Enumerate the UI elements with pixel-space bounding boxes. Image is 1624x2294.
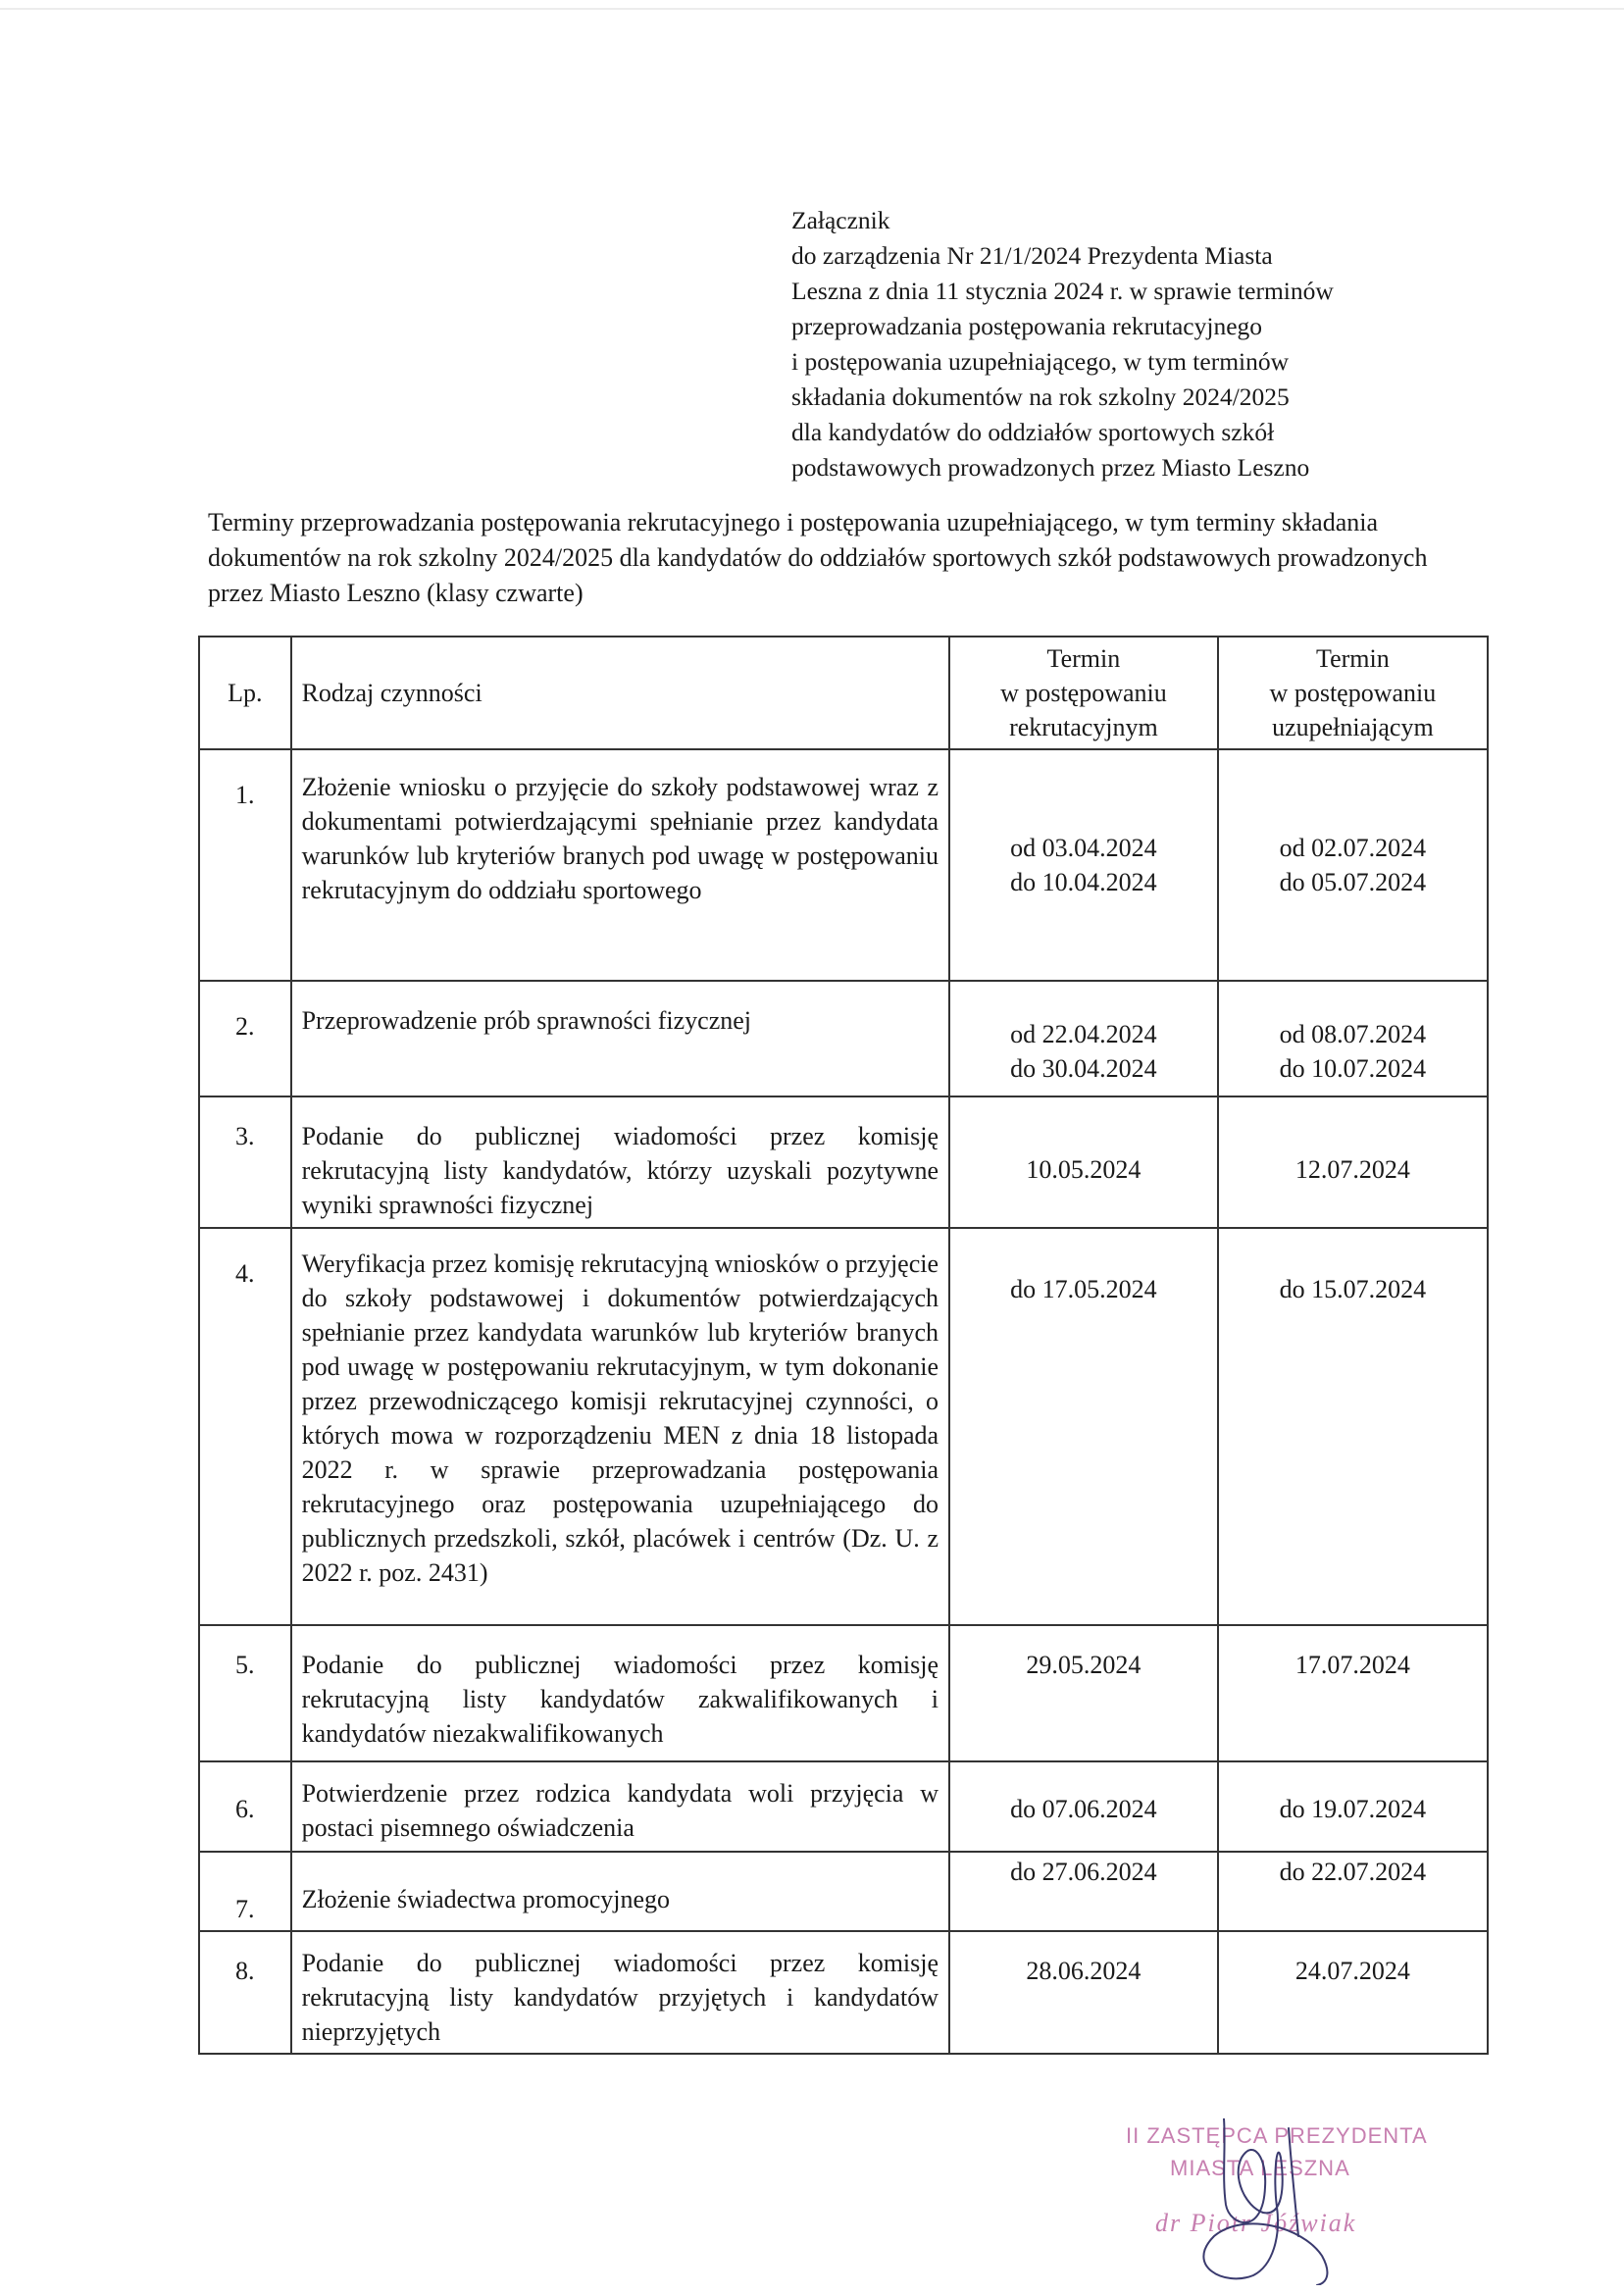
- row-activity: Podanie do publicznej wiadomości przez komisję rekrutacyjną listy kandydatów, którzy uzyskali pozytywne wyniki sprawności fizycznej: [291, 1096, 949, 1228]
- row-supplementary-date: 17.07.2024: [1218, 1625, 1488, 1761]
- row-activity: Podanie do publicznej wiadomości przez komisję rekrutacyjną listy kandydatów zakwalifikowanych i kandydatów niezakwalifikowanych: [291, 1625, 949, 1761]
- row-supplementary-date: 24.07.2024: [1218, 1931, 1488, 2054]
- signature-icon: [1116, 2118, 1469, 2285]
- row-supplementary-date: [1218, 981, 1488, 1096]
- table-row: [199, 1761, 1488, 1852]
- row-lp: 2.: [199, 981, 291, 1096]
- table-row: [199, 981, 1488, 1096]
- row-activity: Przeprowadzenie prób sprawności fizycznej: [291, 981, 949, 1096]
- date-from: od 22.04.2024: [1010, 1020, 1157, 1048]
- annex-line: podstawowych prowadzonych przez Miasto Leszno: [791, 453, 1310, 482]
- row-recruitment-date: 10.05.2024: [949, 1096, 1218, 1228]
- row-supplementary-date: do 22.07.2024: [1218, 1852, 1488, 1931]
- header-recruitment-line1: Termin: [1046, 644, 1121, 673]
- row-lp: 3.: [199, 1096, 291, 1228]
- annex-line: składania dokumentów na rok szkolny 2024/2025: [791, 382, 1290, 411]
- annex-line: do zarządzenia Nr 21/1/2024 Prezydenta Miasta: [791, 241, 1273, 270]
- date-to: do 10.04.2024: [1010, 868, 1157, 896]
- annex-line: Załącznik: [791, 206, 890, 234]
- row-lp: 4.: [199, 1228, 291, 1625]
- stamp-name: dr Piotr Jóźwiak: [1155, 2209, 1357, 2237]
- row-supplementary-date: 12.07.2024: [1218, 1096, 1488, 1228]
- date-to: do 10.07.2024: [1279, 1054, 1427, 1083]
- header-activity: Rodzaj czynności: [291, 637, 949, 749]
- row-activity: Potwierdzenie przez rodzica kandydata woli przyjęcia w postaci pisemnego oświadczenia: [291, 1761, 949, 1852]
- annex-header: [791, 203, 1458, 485]
- row-recruitment-date: do 07.06.2024: [949, 1761, 1218, 1852]
- date-to: do 05.07.2024: [1279, 868, 1427, 896]
- row-lp: 5.: [199, 1625, 291, 1761]
- stamp-title: II ZASTĘPCA PREZYDENTA: [1126, 2123, 1428, 2148]
- page-top-border: [0, 8, 1624, 10]
- row-recruitment-date: 29.05.2024: [949, 1625, 1218, 1761]
- header-lp: Lp.: [199, 637, 291, 749]
- row-activity: Złożenie wniosku o przyjęcie do szkoły podstawowej wraz z dokumentami potwierdzającymi spełnianie przez kandydata warunków lub kryteriów branych pod uwagę w postępowaniu rekrutacyjnym do oddziału sportowego: [291, 749, 949, 981]
- date-to: do 30.04.2024: [1010, 1054, 1157, 1083]
- header-recruitment-line3: rekrutacyjnym: [1009, 713, 1158, 741]
- header-supplementary-line2: w postępowaniu: [1269, 679, 1437, 707]
- date-from: od 02.07.2024: [1279, 834, 1427, 862]
- header-supplementary: [1218, 637, 1488, 749]
- row-activity: Podanie do publicznej wiadomości przez komisję rekrutacyjną listy kandydatów przyjętych i kandydatów nieprzyjętych: [291, 1931, 949, 2054]
- stamp-city: MIASTA LESZNA: [1170, 2156, 1350, 2180]
- row-recruitment-date: do 17.05.2024: [949, 1228, 1218, 1625]
- date-from: od 03.04.2024: [1010, 834, 1157, 862]
- row-recruitment-date: [949, 749, 1218, 981]
- official-stamp: [1116, 2118, 1469, 2285]
- schedule-table: [198, 636, 1489, 2055]
- row-supplementary-date: do 19.07.2024: [1218, 1761, 1488, 1852]
- table-row: [199, 749, 1488, 981]
- table-header-row: [199, 637, 1488, 749]
- row-lp: 7.: [199, 1852, 291, 1931]
- row-lp: 6.: [199, 1761, 291, 1852]
- row-recruitment-date: do 27.06.2024: [949, 1852, 1218, 1931]
- date-from: od 08.07.2024: [1279, 1020, 1427, 1048]
- header-recruitment-line2: w postępowaniu: [1000, 679, 1167, 707]
- header-supplementary-line3: uzupełniającym: [1272, 713, 1434, 741]
- row-activity: Weryfikacja przez komisję rekrutacyjną wniosków o przyjęcie do szkoły podstawowej i dokumentów potwierdzających spełnianie przez kandydata warunków lub kryteriów branych pod uwagę w postępowaniu rekrutacyjnym, w tym dokonanie przez przewodniczącego komisji rekrutacyjnej czynności, o których mowa w rozporządzeniu MEN z dnia 18 listopada 2022 r. w sprawie przeprowadzania postępowania rekrutacyjnego oraz postępowania uzupełniającego do publicznych przedszkoli, szkół, placówek i centrów (Dz. U. z 2022 r. poz. 2431): [291, 1228, 949, 1625]
- annex-line: i postępowania uzupełniającego, w tym terminów: [791, 347, 1290, 376]
- header-supplementary-line1: Termin: [1316, 644, 1390, 673]
- table-row: [199, 1852, 1488, 1931]
- table-row: [199, 1931, 1488, 2054]
- row-lp: 1.: [199, 749, 291, 981]
- annex-line: Leszna z dnia 11 stycznia 2024 r. w sprawie terminów: [791, 277, 1334, 305]
- table-row: [199, 1096, 1488, 1228]
- row-supplementary-date: do 15.07.2024: [1218, 1228, 1488, 1625]
- row-activity: Złożenie świadectwa promocyjnego: [291, 1852, 949, 1931]
- table-row: [199, 1228, 1488, 1625]
- annex-line: przeprowadzania postępowania rekrutacyjnego: [791, 312, 1263, 340]
- annex-line: dla kandydatów do oddziałów sportowych szkół: [791, 418, 1275, 446]
- row-lp: 8.: [199, 1931, 291, 2054]
- table-row: [199, 1625, 1488, 1761]
- document-heading: Terminy przeprowadzania postępowania rekrutacyjnego i postępowania uzupełniającego, w tym terminy składania dokumentów na rok szkolny 2024/2025 dla kandydatów do oddziałów sportowych szkół podstawowych prowadzonych przez Miasto Leszno (klasy czwarte): [208, 508, 1428, 607]
- header-recruitment: [949, 637, 1218, 749]
- row-recruitment-date: 28.06.2024: [949, 1931, 1218, 2054]
- row-recruitment-date: [949, 981, 1218, 1096]
- row-supplementary-date: [1218, 749, 1488, 981]
